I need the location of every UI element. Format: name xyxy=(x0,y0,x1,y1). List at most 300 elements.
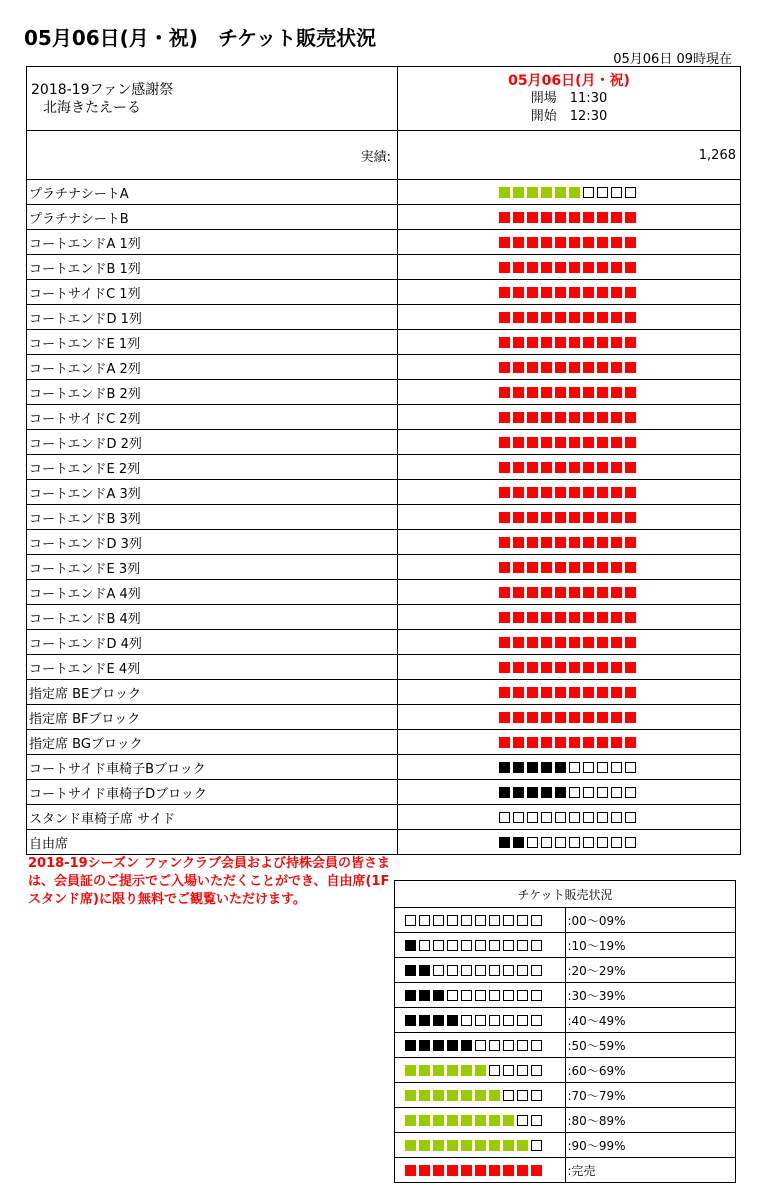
filled-square-icon xyxy=(625,412,636,423)
empty-square-icon xyxy=(625,787,636,798)
empty-square-icon xyxy=(555,837,566,848)
seat-name: コートエンドE 1列 xyxy=(27,330,398,355)
filled-square-icon xyxy=(513,237,524,248)
status-indicator xyxy=(499,712,639,723)
seat-status xyxy=(398,530,741,555)
filled-square-icon xyxy=(541,587,552,598)
filled-square-icon xyxy=(513,737,524,748)
legend-row xyxy=(395,1058,736,1083)
table-row xyxy=(27,280,741,305)
filled-square-icon xyxy=(555,187,566,198)
filled-square-icon xyxy=(513,362,524,373)
filled-square-icon xyxy=(625,687,636,698)
seat-status xyxy=(398,180,741,205)
filled-square-icon xyxy=(503,1115,514,1126)
filled-square-icon xyxy=(499,437,510,448)
legend-indicator xyxy=(395,1033,566,1058)
table-row xyxy=(27,430,741,455)
seat-status xyxy=(398,705,741,730)
filled-square-icon xyxy=(405,1165,416,1176)
filled-square-icon xyxy=(583,387,594,398)
empty-square-icon xyxy=(503,940,514,951)
empty-square-icon xyxy=(461,990,472,1001)
seat-name: コートエンドB 1列 xyxy=(27,255,398,280)
empty-square-icon xyxy=(611,787,622,798)
filled-square-icon xyxy=(433,1115,444,1126)
status-indicator xyxy=(499,337,639,348)
filled-square-icon xyxy=(527,512,538,523)
filled-square-icon xyxy=(569,612,580,623)
filled-square-icon xyxy=(541,562,552,573)
empty-square-icon xyxy=(625,762,636,773)
filled-square-icon xyxy=(569,437,580,448)
status-indicator xyxy=(499,762,639,773)
empty-square-icon xyxy=(527,837,538,848)
filled-square-icon xyxy=(499,612,510,623)
filled-square-icon xyxy=(405,940,416,951)
filled-square-icon xyxy=(499,287,510,298)
filled-square-icon xyxy=(611,212,622,223)
seat-name: スタンド車椅子席 サイド xyxy=(27,805,398,830)
filled-square-icon xyxy=(555,612,566,623)
legend-row xyxy=(395,958,736,983)
status-indicator xyxy=(499,487,639,498)
filled-square-icon xyxy=(489,1115,500,1126)
seat-status xyxy=(398,680,741,705)
filled-square-icon xyxy=(527,387,538,398)
seat-name: コートエンドB 4列 xyxy=(27,605,398,630)
filled-square-icon xyxy=(597,662,608,673)
empty-square-icon xyxy=(447,915,458,926)
status-indicator xyxy=(499,662,639,673)
filled-square-icon xyxy=(513,412,524,423)
legend-row xyxy=(395,1158,736,1183)
empty-square-icon xyxy=(531,915,542,926)
filled-square-icon xyxy=(447,1090,458,1101)
filled-square-icon xyxy=(499,362,510,373)
filled-square-icon xyxy=(419,1115,430,1126)
table-row xyxy=(27,455,741,480)
legend-indicator xyxy=(395,958,566,983)
filled-square-icon xyxy=(569,662,580,673)
filled-square-icon xyxy=(555,587,566,598)
seat-status xyxy=(398,780,741,805)
filled-square-icon xyxy=(499,787,510,798)
filled-square-icon xyxy=(597,637,608,648)
filled-square-icon xyxy=(541,437,552,448)
status-indicator xyxy=(499,687,639,698)
filled-square-icon xyxy=(527,237,538,248)
filled-square-icon xyxy=(513,712,524,723)
empty-square-icon xyxy=(531,990,542,1001)
status-indicator xyxy=(499,387,639,398)
filled-square-icon xyxy=(527,687,538,698)
filled-square-icon xyxy=(513,537,524,548)
filled-square-icon xyxy=(625,562,636,573)
legend-label: :00〜09% xyxy=(565,908,736,933)
filled-square-icon xyxy=(513,287,524,298)
filled-square-icon xyxy=(569,187,580,198)
filled-square-icon xyxy=(555,487,566,498)
empty-square-icon xyxy=(517,1015,528,1026)
empty-square-icon xyxy=(597,762,608,773)
filled-square-icon xyxy=(513,662,524,673)
filled-square-icon xyxy=(625,487,636,498)
filled-square-icon xyxy=(555,462,566,473)
filled-square-icon xyxy=(405,1115,416,1126)
table-row xyxy=(27,580,741,605)
filled-square-icon xyxy=(475,1065,486,1076)
empty-square-icon xyxy=(447,965,458,976)
filled-square-icon xyxy=(541,212,552,223)
legend-indicator xyxy=(395,908,566,933)
table-row xyxy=(27,630,741,655)
filled-square-icon xyxy=(625,312,636,323)
legend-row xyxy=(395,1083,736,1108)
empty-square-icon xyxy=(583,187,594,198)
filled-square-icon xyxy=(611,662,622,673)
legend-label: :40〜49% xyxy=(565,1008,736,1033)
status-indicator xyxy=(499,637,639,648)
status-indicator xyxy=(499,362,639,373)
empty-square-icon xyxy=(517,965,528,976)
legend-indicator xyxy=(395,1108,566,1133)
status-indicator xyxy=(499,737,639,748)
filled-square-icon xyxy=(625,712,636,723)
filled-square-icon xyxy=(555,787,566,798)
empty-square-icon xyxy=(597,187,608,198)
filled-square-icon xyxy=(583,662,594,673)
filled-square-icon xyxy=(527,212,538,223)
filled-square-icon xyxy=(527,537,538,548)
empty-square-icon xyxy=(597,787,608,798)
empty-square-icon xyxy=(489,1065,500,1076)
empty-square-icon xyxy=(597,837,608,848)
filled-square-icon xyxy=(569,512,580,523)
status-indicator xyxy=(499,287,639,298)
filled-square-icon xyxy=(625,262,636,273)
status-indicator xyxy=(405,1165,545,1176)
empty-square-icon xyxy=(625,187,636,198)
seat-status xyxy=(398,330,741,355)
filled-square-icon xyxy=(531,1165,542,1176)
filled-square-icon xyxy=(447,1140,458,1151)
filled-square-icon xyxy=(625,237,636,248)
as-of-timestamp: 05月06日 09時現在 xyxy=(613,52,732,67)
empty-square-icon xyxy=(527,812,538,823)
event-date-cell xyxy=(398,67,741,131)
filled-square-icon xyxy=(597,312,608,323)
empty-square-icon xyxy=(489,965,500,976)
filled-square-icon xyxy=(569,737,580,748)
filled-square-icon xyxy=(499,562,510,573)
filled-square-icon xyxy=(541,687,552,698)
filled-square-icon xyxy=(583,237,594,248)
filled-square-icon xyxy=(517,1165,528,1176)
filled-square-icon xyxy=(499,662,510,673)
legend-title: チケット販売状況 xyxy=(395,881,736,908)
filled-square-icon xyxy=(611,512,622,523)
empty-square-icon xyxy=(597,812,608,823)
filled-square-icon xyxy=(597,462,608,473)
sales-label: 実績: xyxy=(27,131,398,180)
filled-square-icon xyxy=(513,337,524,348)
empty-square-icon xyxy=(503,990,514,1001)
empty-square-icon xyxy=(503,1090,514,1101)
event-start-time: 開始 12:30 xyxy=(530,108,608,124)
event-venue: 北海きたえーる xyxy=(43,99,141,116)
seat-name: コートエンドA 4列 xyxy=(27,580,398,605)
filled-square-icon xyxy=(513,612,524,623)
filled-square-icon xyxy=(597,562,608,573)
filled-square-icon xyxy=(611,737,622,748)
filled-square-icon xyxy=(461,1115,472,1126)
empty-square-icon xyxy=(405,915,416,926)
status-indicator xyxy=(499,837,639,848)
filled-square-icon xyxy=(583,262,594,273)
empty-square-icon xyxy=(433,940,444,951)
filled-square-icon xyxy=(569,312,580,323)
empty-square-icon xyxy=(489,990,500,1001)
filled-square-icon xyxy=(527,287,538,298)
empty-square-icon xyxy=(475,940,486,951)
legend-row xyxy=(395,983,736,1008)
filled-square-icon xyxy=(541,387,552,398)
table-row xyxy=(27,380,741,405)
filled-square-icon xyxy=(583,437,594,448)
filled-square-icon xyxy=(447,1040,458,1051)
filled-square-icon xyxy=(597,337,608,348)
filled-square-icon xyxy=(583,562,594,573)
status-indicator xyxy=(405,915,545,926)
seat-name: コートエンドD 3列 xyxy=(27,530,398,555)
filled-square-icon xyxy=(499,262,510,273)
filled-square-icon xyxy=(555,687,566,698)
filled-square-icon xyxy=(597,262,608,273)
filled-square-icon xyxy=(569,562,580,573)
legend-label: :20〜29% xyxy=(565,958,736,983)
filled-square-icon xyxy=(569,637,580,648)
filled-square-icon xyxy=(499,487,510,498)
empty-square-icon xyxy=(489,940,500,951)
seat-status xyxy=(398,580,741,605)
filled-square-icon xyxy=(611,387,622,398)
table-row xyxy=(27,230,741,255)
filled-square-icon xyxy=(433,990,444,1001)
sales-row xyxy=(27,131,741,180)
table-row xyxy=(27,330,741,355)
seat-status xyxy=(398,455,741,480)
status-indicator xyxy=(499,312,639,323)
filled-square-icon xyxy=(597,237,608,248)
status-indicator xyxy=(499,437,639,448)
empty-square-icon xyxy=(531,1090,542,1101)
filled-square-icon xyxy=(569,262,580,273)
legend-indicator xyxy=(395,933,566,958)
filled-square-icon xyxy=(499,212,510,223)
empty-square-icon xyxy=(531,1015,542,1026)
table-row xyxy=(27,705,741,730)
filled-square-icon xyxy=(597,712,608,723)
seat-status xyxy=(398,230,741,255)
empty-square-icon xyxy=(541,812,552,823)
filled-square-icon xyxy=(611,412,622,423)
filled-square-icon xyxy=(555,737,566,748)
empty-square-icon xyxy=(489,1040,500,1051)
filled-square-icon xyxy=(475,1165,486,1176)
seat-status xyxy=(398,805,741,830)
status-indicator xyxy=(405,1115,545,1126)
filled-square-icon xyxy=(541,412,552,423)
seat-status xyxy=(398,630,741,655)
empty-square-icon xyxy=(475,1040,486,1051)
filled-square-icon xyxy=(419,1140,430,1151)
filled-square-icon xyxy=(503,1165,514,1176)
empty-square-icon xyxy=(461,940,472,951)
filled-square-icon xyxy=(447,1165,458,1176)
filled-square-icon xyxy=(597,687,608,698)
event-open-time: 開場 11:30 xyxy=(530,90,608,106)
empty-square-icon xyxy=(475,965,486,976)
filled-square-icon xyxy=(499,537,510,548)
filled-square-icon xyxy=(517,1140,528,1151)
filled-square-icon xyxy=(513,462,524,473)
empty-square-icon xyxy=(513,812,524,823)
filled-square-icon xyxy=(555,287,566,298)
filled-square-icon xyxy=(513,587,524,598)
filled-square-icon xyxy=(405,1090,416,1101)
filled-square-icon xyxy=(583,737,594,748)
empty-square-icon xyxy=(517,1115,528,1126)
filled-square-icon xyxy=(597,487,608,498)
filled-square-icon xyxy=(555,362,566,373)
filled-square-icon xyxy=(499,237,510,248)
filled-square-icon xyxy=(499,762,510,773)
filled-square-icon xyxy=(597,537,608,548)
table-row xyxy=(27,530,741,555)
filled-square-icon xyxy=(541,487,552,498)
status-indicator xyxy=(499,812,639,823)
legend-indicator xyxy=(395,1158,566,1183)
status-indicator xyxy=(405,1140,545,1151)
filled-square-icon xyxy=(583,462,594,473)
sales-value: 1,268 xyxy=(398,131,741,180)
filled-square-icon xyxy=(541,537,552,548)
seat-name: 指定席 BEブロック xyxy=(27,680,398,705)
status-indicator xyxy=(405,1015,545,1026)
seat-status xyxy=(398,480,741,505)
legend-label: :50〜59% xyxy=(565,1033,736,1058)
empty-square-icon xyxy=(569,837,580,848)
filled-square-icon xyxy=(597,362,608,373)
empty-square-icon xyxy=(569,787,580,798)
filled-square-icon xyxy=(583,687,594,698)
filled-square-icon xyxy=(611,287,622,298)
filled-square-icon xyxy=(611,362,622,373)
legend-row xyxy=(395,908,736,933)
filled-square-icon xyxy=(569,712,580,723)
empty-square-icon xyxy=(531,965,542,976)
legend-label: :60〜69% xyxy=(565,1058,736,1083)
filled-square-icon xyxy=(513,837,524,848)
filled-square-icon xyxy=(513,387,524,398)
filled-square-icon xyxy=(461,1065,472,1076)
empty-square-icon xyxy=(433,915,444,926)
filled-square-icon xyxy=(527,662,538,673)
filled-square-icon xyxy=(527,612,538,623)
empty-square-icon xyxy=(611,187,622,198)
filled-square-icon xyxy=(405,965,416,976)
empty-square-icon xyxy=(433,965,444,976)
filled-square-icon xyxy=(499,737,510,748)
filled-square-icon xyxy=(569,487,580,498)
seat-name: プラチナシートB xyxy=(27,205,398,230)
filled-square-icon xyxy=(447,1065,458,1076)
legend-row xyxy=(395,1133,736,1158)
filled-square-icon xyxy=(499,587,510,598)
empty-square-icon xyxy=(583,837,594,848)
table-row xyxy=(27,305,741,330)
empty-square-icon xyxy=(517,940,528,951)
empty-square-icon xyxy=(517,1040,528,1051)
seat-name: 指定席 BGブロック xyxy=(27,730,398,755)
filled-square-icon xyxy=(569,287,580,298)
legend-row xyxy=(395,1033,736,1058)
filled-square-icon xyxy=(597,387,608,398)
filled-square-icon xyxy=(419,965,430,976)
filled-square-icon xyxy=(541,237,552,248)
empty-square-icon xyxy=(625,812,636,823)
filled-square-icon xyxy=(611,612,622,623)
status-indicator xyxy=(499,612,639,623)
filled-square-icon xyxy=(597,212,608,223)
filled-square-icon xyxy=(541,187,552,198)
seat-name: コートエンドE 4列 xyxy=(27,655,398,680)
filled-square-icon xyxy=(541,287,552,298)
empty-square-icon xyxy=(625,837,636,848)
seat-status xyxy=(398,380,741,405)
filled-square-icon xyxy=(499,837,510,848)
empty-square-icon xyxy=(531,1140,542,1151)
legend-row xyxy=(395,1108,736,1133)
status-indicator xyxy=(499,587,639,598)
filled-square-icon xyxy=(499,312,510,323)
seat-status xyxy=(398,830,741,855)
filled-square-icon xyxy=(513,637,524,648)
empty-square-icon xyxy=(517,915,528,926)
filled-square-icon xyxy=(499,512,510,523)
filled-square-icon xyxy=(527,412,538,423)
seat-name: コートエンドB 3列 xyxy=(27,505,398,530)
filled-square-icon xyxy=(611,312,622,323)
empty-square-icon xyxy=(475,990,486,1001)
filled-square-icon xyxy=(527,762,538,773)
filled-square-icon xyxy=(527,312,538,323)
seat-name: コートエンドB 2列 xyxy=(27,380,398,405)
filled-square-icon xyxy=(499,712,510,723)
filled-square-icon xyxy=(433,1040,444,1051)
filled-square-icon xyxy=(541,512,552,523)
table-row xyxy=(27,780,741,805)
seat-status xyxy=(398,655,741,680)
empty-square-icon xyxy=(503,965,514,976)
table-row xyxy=(27,605,741,630)
legend-row xyxy=(395,933,736,958)
filled-square-icon xyxy=(527,337,538,348)
table-row xyxy=(27,730,741,755)
filled-square-icon xyxy=(611,587,622,598)
status-indicator xyxy=(499,462,639,473)
